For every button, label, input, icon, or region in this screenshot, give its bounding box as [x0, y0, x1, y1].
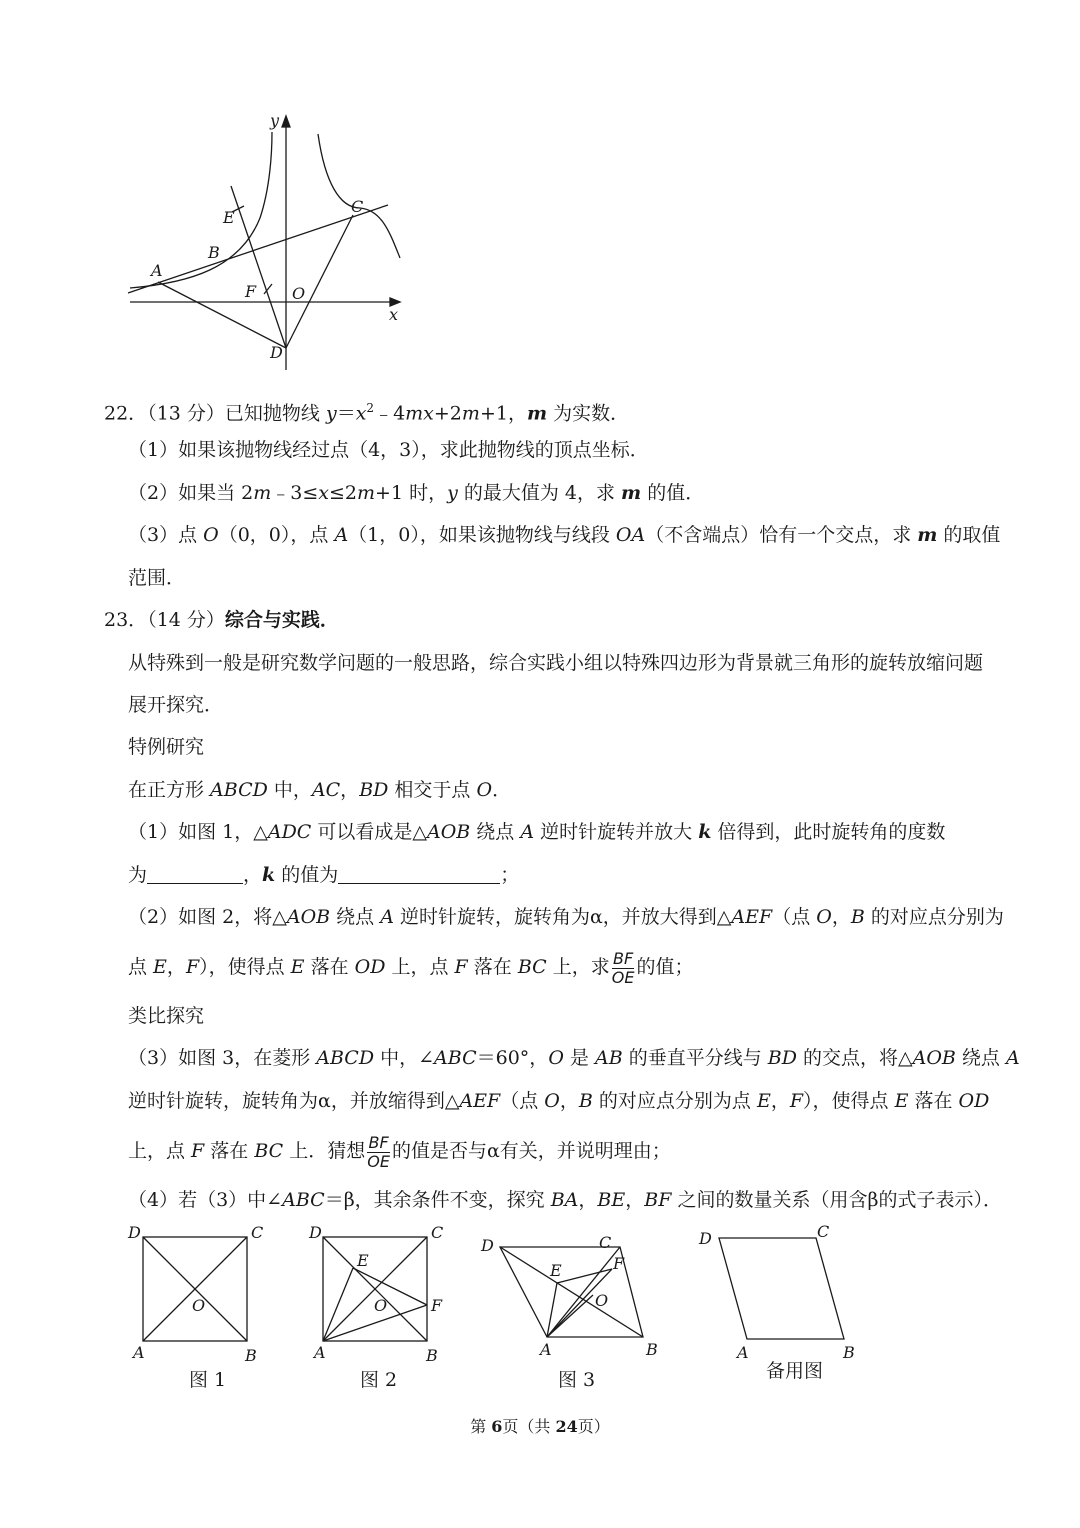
fig1-label-b: B [245, 1346, 257, 1365]
q23-intro-1: 从特殊到一般是研究数学问题的一般思路，综合实践小组以特殊四边形为背景就三角形的旋转放缩问题 [128, 652, 984, 674]
q23-part1: （1）如图 1，△ADC 可以看成是△AOB 绕点 A 逆时针旋转并放大 k 倍得到，此时旋转角的度数 [128, 821, 946, 843]
line-ac [128, 205, 388, 293]
label-y: y [270, 111, 280, 130]
fig3-caption: 图 3 [558, 1369, 596, 1391]
q23-part1-cont: 为 ，k 的值为 ； [128, 864, 520, 886]
q22-part1: （1）如果该抛物线经过点（4，3），求此抛物线的顶点坐标． [128, 439, 649, 461]
figure-2 [305, 1220, 455, 1395]
page-number: 6 [491, 1417, 503, 1436]
fig1-caption: 图 1 [189, 1369, 227, 1391]
q23-part3-cont2: 上，点 F 落在 BC 上．猜想 $\frac{BF}{OE}$ 的值是否与α有关，并说明理由； [128, 1132, 671, 1171]
label-a: A [151, 261, 163, 280]
segment-ef-3 [557, 1269, 612, 1283]
label-o: O [292, 284, 306, 303]
q22-stem: 22．（13 分）已知抛物线 $y=x^2﹣4mx+2m+1$，m 为实数． [104, 401, 630, 425]
fig1-label-a: A [133, 1343, 145, 1362]
answer-blank-k[interactable] [338, 863, 500, 884]
figure-1 [125, 1220, 275, 1395]
y-axis-arrow [282, 116, 290, 127]
fig4-label-a: A [737, 1343, 749, 1362]
right-curve [318, 134, 400, 258]
label-c: C [351, 197, 364, 216]
q23-part3: （3）如图 3，在菱形 ABCD 中，∠ABC＝60°，O 是 AB 的垂直平分线与 BD 的交点，将△AOB 绕点 A [128, 1047, 1020, 1069]
coordinate-figure [120, 108, 420, 378]
fig1-label-o: O [192, 1296, 206, 1315]
fig2-label-e: E [357, 1251, 369, 1270]
fig4-label-c: C [817, 1222, 830, 1241]
fig3-label-c: C [599, 1233, 612, 1252]
fig3-label-e: E [550, 1261, 562, 1280]
fig4-caption: 备用图 [766, 1360, 824, 1382]
figure-3 [475, 1225, 670, 1395]
q23-part3-cont1: 逆时针旋转，旋转角为α，并放缩得到△AEF（点 O，B 的对应点分别为点 E，F），使得点 E 落在 OD [128, 1090, 990, 1112]
fig1-label-c: C [251, 1223, 264, 1242]
label-b: B [208, 243, 220, 262]
fig3-label-b: B [646, 1340, 658, 1359]
fig4-label-d: D [699, 1229, 712, 1248]
q22-part3-cont: 范围． [128, 567, 186, 589]
answer-blank-angle[interactable] [147, 863, 243, 884]
q23-section-analogy: 类比探究 [128, 1005, 205, 1027]
spare-rhombus [719, 1238, 844, 1339]
fig3-label-f: F [613, 1254, 625, 1273]
fig3-label-o: O [595, 1291, 609, 1310]
label-e: E [223, 208, 235, 227]
q23-intro-2: 展开探究． [128, 694, 224, 716]
q23-part2: （2）如图 2，将△AOB 绕点 A 逆时针旋转，旋转角为α，并放大得到△AEF（点 O，B 的对应点分别为 [128, 906, 1004, 928]
label-f: F [245, 282, 257, 301]
fraction-bf-oe-2: $\frac{BF}{OE}$ [367, 1132, 390, 1171]
label-x: x [389, 305, 399, 324]
fig2-caption: 图 2 [360, 1369, 398, 1391]
label-d: D [270, 343, 283, 362]
page-footer: 第 6页（共 24页） [470, 1417, 610, 1436]
fig2-label-b: B [426, 1346, 438, 1365]
q22-part2: （2）如果当 2m﹣3≤x≤2m+1 时，y 的最大值为 4，求 m 的值． [128, 482, 705, 504]
fig4-label-b: B [843, 1343, 855, 1362]
fig2-label-o: O [374, 1296, 388, 1315]
q23-part2-cont: 点 E，F），使得点 E 落在 OD 上，点 F 落在 BC 上，求 $\frac{BF}{OE}$ 的值； [128, 948, 694, 987]
total-pages: 24 [555, 1417, 578, 1436]
q23-setup: 在正方形 ABCD 中，AC，BD 相交于点 O． [128, 779, 512, 801]
q22-part3: （3）点 O（0，0），点 A（1，0），如果该抛物线与线段 OA（不含端点）恰有一个交点，求 m 的取值 [128, 524, 1001, 546]
segment-cd [286, 215, 353, 348]
q23-section-special: 特例研究 [128, 736, 205, 758]
fig3-label-d: D [481, 1236, 494, 1255]
fig1-label-d: D [128, 1223, 141, 1242]
fig2-label-a: A [314, 1343, 326, 1362]
q23-stem: 23．（14 分）综合与实践． [104, 609, 339, 631]
segment-ae [323, 1268, 353, 1341]
fig2-label-f: F [431, 1296, 443, 1315]
fig3-label-a: A [540, 1340, 552, 1359]
figure-4 [690, 1220, 870, 1395]
fig2-label-c: C [431, 1223, 444, 1242]
q23-part4: （4）若（3）中∠ABC＝β，其余条件不变，探究 BA，BE，BF 之间的数量关系（用含β的式子表示）． [128, 1189, 1002, 1211]
fig2-label-d: D [309, 1223, 322, 1242]
fraction-bf-oe: $\frac{BF}{OE}$ [611, 948, 635, 987]
